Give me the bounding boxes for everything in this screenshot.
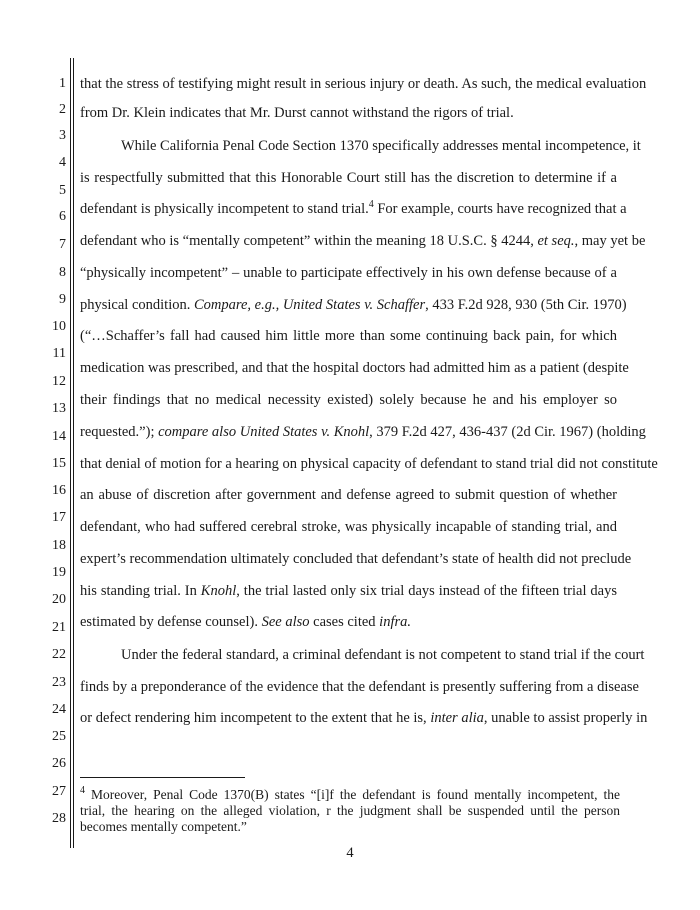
text-line: finds by a preponderance of the evidence that the defendant is presently suffering from a disease — [80, 679, 639, 695]
line-number: 1 — [59, 76, 66, 91]
line-number: 13 — [52, 401, 66, 416]
line-number: 14 — [52, 429, 66, 444]
line-number: 7 — [59, 237, 66, 252]
line-number: 18 — [52, 538, 66, 553]
text-line: defendant who is “mentally competent” within the meaning 18 U.S.C. § 4244, et seq., may yet be — [80, 233, 646, 249]
text-line: that the stress of testifying might result in serious injury or death. As such, the medical evaluation — [80, 76, 647, 92]
text-line: requested.”); compare also United States v. Knohl, 379 F.2d 427, 436-437 (2d Cir. 1967) (holding — [80, 424, 646, 440]
footnote-reference: 4 — [368, 199, 374, 210]
text-line: or defect rendering him incompetent to the extent that he is, inter alia, unable to assist properly in — [80, 710, 648, 726]
text-line: his standing trial. In Knohl, the trial lasted only six trial days instead of the fifteen trial days — [80, 583, 617, 599]
footnote-separator — [80, 777, 245, 778]
text-line: that denial of motion for a hearing on physical capacity of defendant to stand trial did not constitute — [80, 456, 658, 472]
line-number: 3 — [59, 128, 66, 143]
text-line: defendant is physically incompetent to stand trial.$^4$ For example, courts have recognized that a — [80, 199, 627, 217]
line-number: 5 — [59, 183, 66, 198]
line-number: 17 — [52, 510, 66, 525]
line-number: 9 — [59, 292, 66, 307]
footnote-line: becomes mentally competent.” — [80, 819, 247, 834]
line-number: 24 — [52, 702, 66, 717]
line-number: 11 — [52, 346, 66, 361]
line-number: 12 — [52, 374, 66, 389]
text-line: their findings that no medical necessity existed) solely because he and his employer so — [80, 392, 617, 408]
line-number: 25 — [52, 729, 66, 744]
line-number: 15 — [52, 456, 66, 471]
line-number: 16 — [52, 483, 66, 498]
footnote-line: trial, the hearing on the alleged violation, r the judgment shall be suspended until the person — [80, 803, 620, 818]
line-number: 2 — [59, 102, 66, 117]
left-margin-rule — [70, 58, 71, 848]
text-line: an abuse of discretion after government and defense agreed to submit question of whether — [80, 487, 617, 503]
line-number: 22 — [52, 647, 66, 662]
text-line: physical condition. Compare, e.g., United States v. Schaffer, 433 F.2d 928, 930 (5th Cir. 1970) — [80, 297, 627, 313]
line-number: 4 — [59, 155, 66, 170]
line-number: 20 — [52, 592, 66, 607]
line-number: 19 — [52, 565, 66, 580]
text-line: estimated by defense counsel). See also cases cited infra. — [80, 614, 411, 630]
text-line: expert’s recommendation ultimately concluded that defendant’s state of health did not preclude — [80, 551, 632, 567]
text-line: from Dr. Klein indicates that Mr. Durst cannot withstand the rigors of trial. — [80, 105, 514, 121]
line-number: 23 — [52, 675, 66, 690]
text-line: While California Penal Code Section 1370 specifically addresses mental incompetence, it — [121, 138, 641, 154]
line-number: 27 — [52, 784, 66, 799]
text-line: “physically incompetent” – unable to participate effectively in his own defense because of a — [80, 265, 617, 281]
footnote-line: $^4$ Moreover, Penal Code 1370(B) states “[i]f the defendant is found mentally incompetent, the — [80, 785, 620, 802]
line-number: 6 — [59, 209, 66, 224]
page-number: 4 — [346, 845, 354, 861]
line-number: 26 — [52, 756, 66, 771]
footnote-marker: 4 — [80, 785, 85, 796]
line-number: 21 — [52, 620, 66, 635]
text-line: (“…Schaffer’s fall had caused him little more than some continuing back pain, for which — [80, 328, 617, 344]
text-line: medication was prescribed, and that the hospital doctors had admitted him as a patient (despite — [80, 360, 629, 376]
text-line: is respectfully submitted that this Honorable Court still has the discretion to determine if a — [80, 170, 617, 186]
left-margin-rule — [73, 58, 74, 848]
line-number: 8 — [59, 265, 66, 280]
text-line: Under the federal standard, a criminal defendant is not competent to stand trial if the court — [121, 647, 645, 663]
line-number: 28 — [52, 811, 66, 826]
line-number: 10 — [52, 319, 66, 334]
text-line: defendant, who had suffered cerebral stroke, was physically incapable of standing trial, and — [80, 519, 617, 535]
